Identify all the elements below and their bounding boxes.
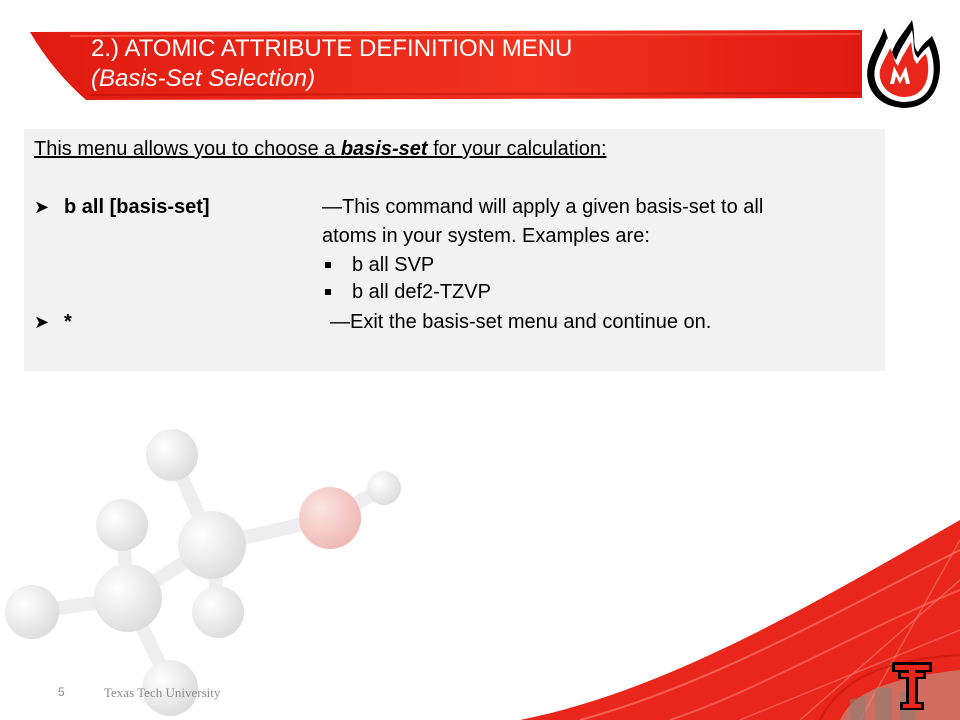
footer-university: Texas Tech University [104,685,221,700]
double-t-logo-icon [890,660,934,712]
molecule-illustration [0,420,420,720]
intro-suffix: for your calculation: [427,138,607,160]
intro-bold: basis-set [340,138,428,160]
page-number: 5 [58,685,65,699]
title-subtitle: (Basis-Set Selection) [91,65,316,92]
intro-prefix: This menu allows you to choose a [34,138,341,160]
slide-title [91,34,572,94]
command-b-all: b all [basis-set] [64,196,210,218]
square-bullet-icon [325,289,331,295]
square-bullet-icon [325,262,331,268]
command-exit: * [64,311,72,333]
command-description-line1: —This command will apply a given basis-set to all [322,196,764,218]
flame-logo-icon [862,18,944,110]
arrow-bullet-icon: ➤ [34,312,50,332]
arrow-bullet-icon: ➤ [34,197,50,217]
intro-text [34,137,607,161]
example-item: b all SVP [352,254,435,276]
exit-description: —Exit the basis-set menu and continue on. [330,311,712,333]
content-box [24,129,885,371]
command-description-line2: atoms in your system. Examples are: [322,225,650,247]
title-main: 2.) ATOMIC ATTRIBUTE DEFINITION MENU [91,35,573,62]
example-item: b all def2-TZVP [352,281,491,303]
